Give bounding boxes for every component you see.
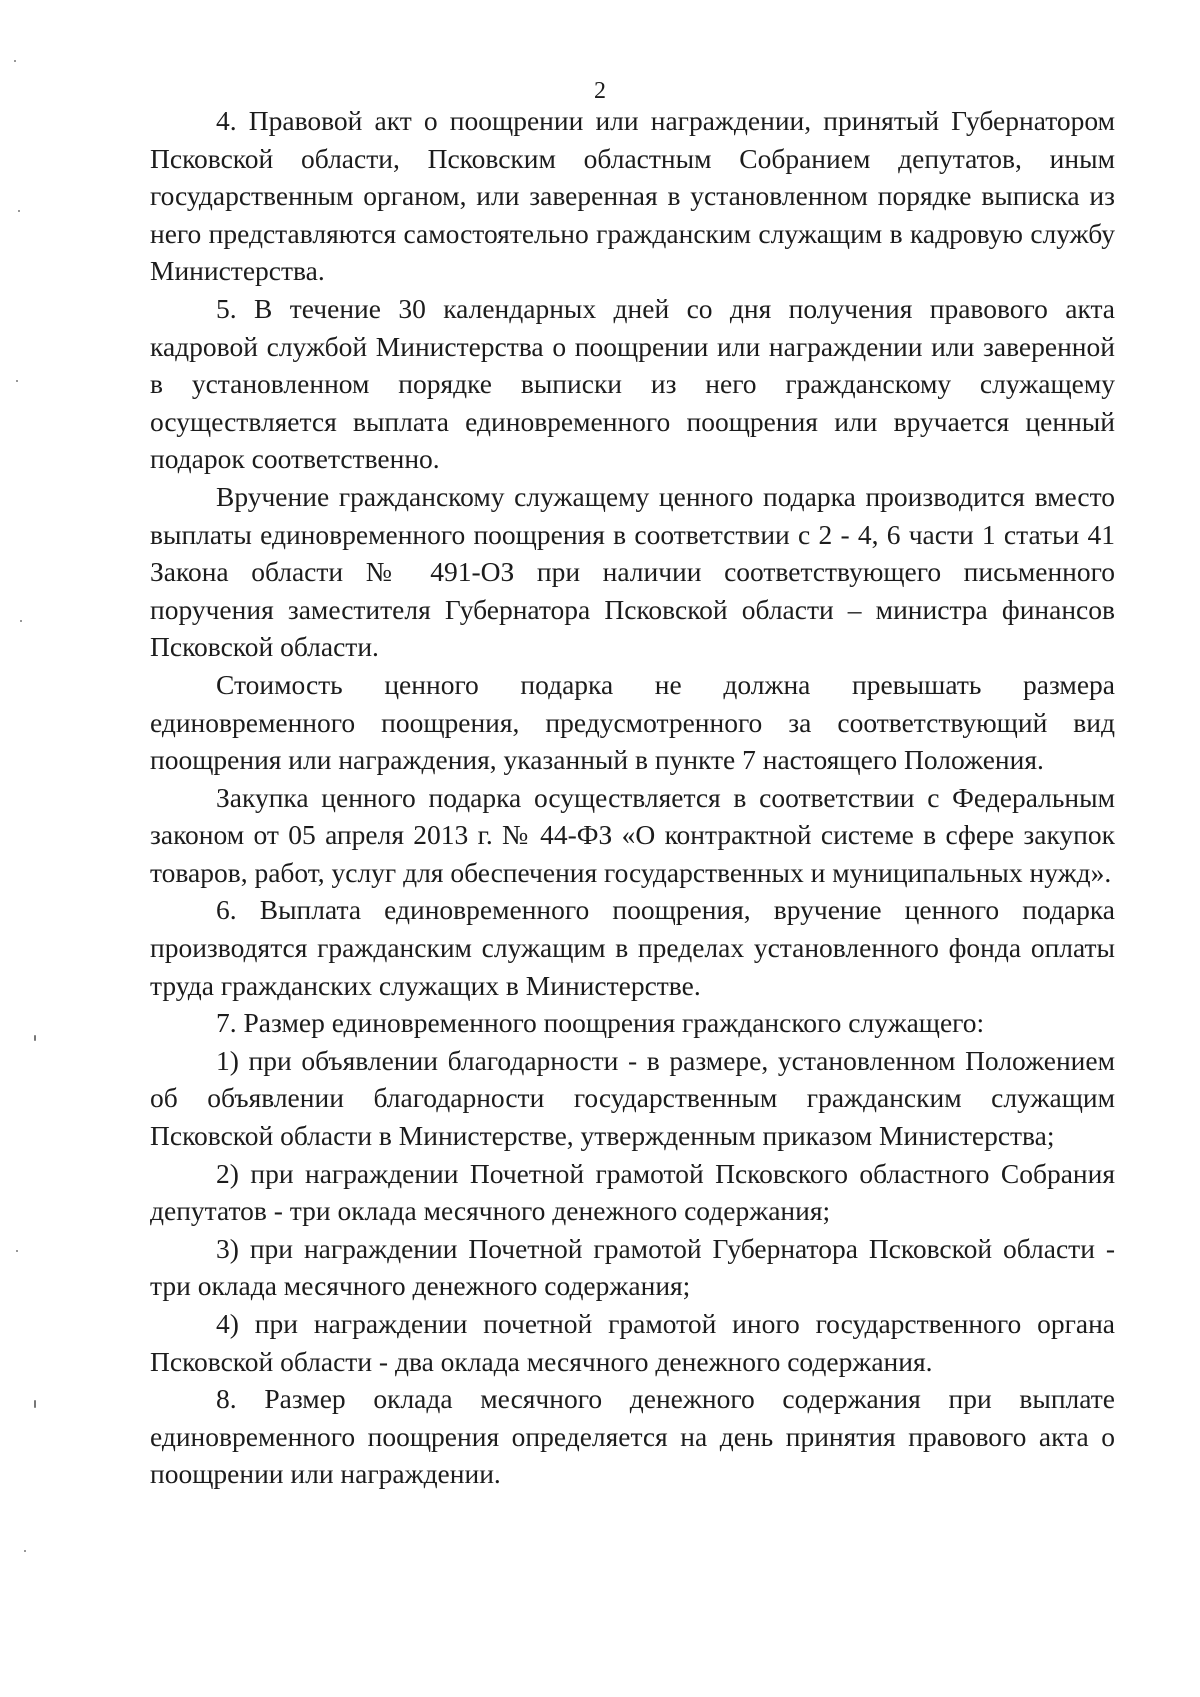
paragraph-gift-cost: Стоимость ценного подарка не должна превышать размера единовременного поощрения, предусмотренного за соответствующий вид поощрения или награждения, указанный в пункте 7 настоящего Положения. (150, 668, 1115, 776)
paragraph-6: 6. Выплата единовременного поощрения, вручение ценного подарка производятся гражданским служащим в пределах установленного фонда оплаты труда гражданских служащих в Министерстве. (150, 894, 1115, 1001)
paragraph-5: 5. В течение 30 календарных дней со дня получения правового акта кадровой службой Министерства о поощрении или награждении или заверенной в установленном порядке выписки из него гражданскому служащему осуществляется выплата единовременного поощрения или вручается ценный подарок соответственно. (150, 292, 1115, 475)
scan-artifact (20, 620, 22, 622)
scan-artifact (14, 60, 16, 62)
document-body (150, 102, 1115, 1493)
page-number: 2 (594, 78, 606, 104)
scan-artifact (34, 1400, 36, 1408)
scan-artifact (18, 210, 20, 212)
paragraph-7-item-3: 3) при награждении Почетной грамотой Губернатора Псковской области - три оклада месячного денежного содержания; (150, 1232, 1115, 1302)
scan-artifact (16, 380, 18, 382)
paragraph-gift-procurement: Закупка ценного подарка осуществляется в соответствии с Федеральным законом от 05 апреля 2013 г. № 44-ФЗ «О контрактной системе в сфере закупок товаров, работ, услуг для обеспечения государственных и муниципальных нужд». (150, 781, 1115, 888)
scan-artifact (16, 1250, 18, 1252)
paragraph-8: 8. Размер оклада месячного денежного содержания при выплате единовременного поощрения определяется на день принятия правового акта о поощрении или награждении. (150, 1383, 1115, 1490)
paragraph-7: 7. Размер единовременного поощрения гражданского служащего: (216, 1007, 985, 1039)
paragraph-7-item-2: 2) при награждении Почетной грамотой Псковского областного Собрания депутатов - три оклада месячного денежного содержания; (150, 1157, 1115, 1227)
paragraph-7-item-1: 1) при объявлении благодарности - в размере, установленном Положением об объявлении благодарности государственным гражданским служащим Псковской области в Министерстве, утвержденным приказом Министерства; (150, 1044, 1115, 1152)
scan-artifact (24, 1550, 26, 1552)
paragraph-7-item-4: 4) при награждении почетной грамотой иного государственного органа Псковской области - два оклада месячного денежного содержания. (150, 1308, 1115, 1377)
paragraph-4: 4. Правовой акт о поощрении или награждении, принятый Губернатором Псковской области, Псковским областным Собранием депутатов, иным государственным органом, или заверенная в установленном порядке выписка из него представляются самостоятельно гражданским служащим в кадровую службу Министерства. (150, 105, 1115, 287)
paragraph-gift-presentation: Вручение гражданскому служащему ценного подарка производится вместо выплаты единовременного поощрения в соответствии с 2 - 4, 6 части 1 статьи 41 Закона области № 491-ОЗ при наличии соответствующего письменного поручения заместителя Губернатора Псковской области – министра финансов Псковской области. (150, 480, 1115, 663)
scan-artifact (34, 1035, 36, 1041)
